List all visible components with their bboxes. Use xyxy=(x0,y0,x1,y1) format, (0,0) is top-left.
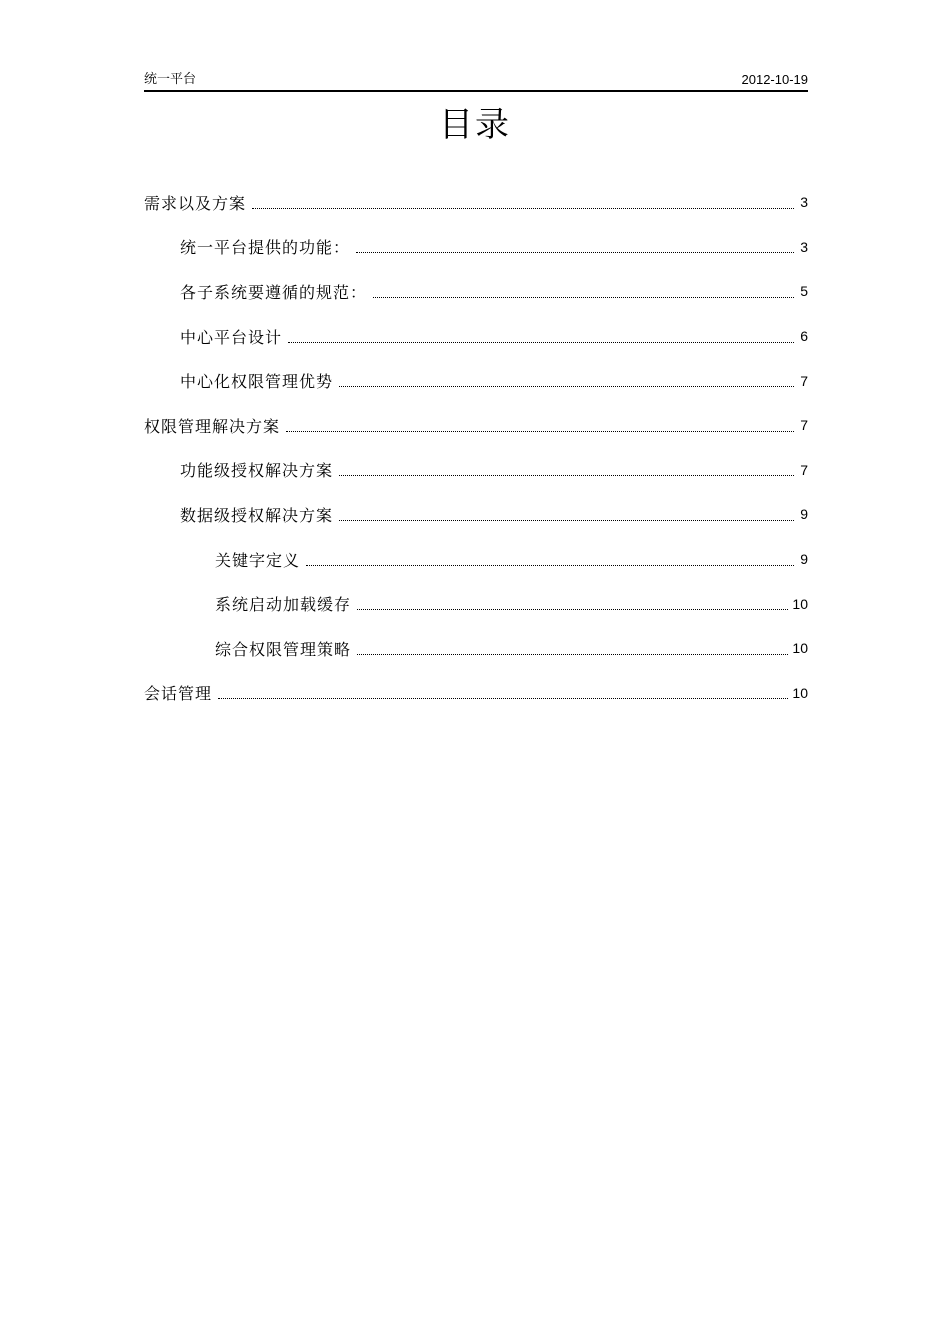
toc-entry-text: 会话管理 xyxy=(144,684,213,704)
toc-page-number: 9 xyxy=(800,506,808,523)
toc-dot-leader xyxy=(357,654,788,655)
toc-entry-text: 综合权限管理策略 xyxy=(215,639,352,659)
toc-entry[interactable] xyxy=(144,671,808,716)
toc-dot-leader xyxy=(339,475,794,476)
toc-page-number: 6 xyxy=(800,328,808,345)
toc-dot-leader xyxy=(286,431,794,432)
toc-entry[interactable] xyxy=(144,225,808,270)
table-of-contents xyxy=(144,180,808,715)
toc-entry[interactable] xyxy=(144,448,808,493)
toc-dot-leader xyxy=(356,252,794,253)
toc-entry-text: 中心平台设计 xyxy=(180,327,283,347)
toc-dot-leader xyxy=(288,342,794,343)
header-date: 2012-10-19 xyxy=(741,72,808,87)
toc-page-number: 3 xyxy=(800,238,808,255)
toc-page-number: 7 xyxy=(800,461,808,478)
toc-entry[interactable] xyxy=(144,581,808,626)
toc-entry[interactable] xyxy=(144,314,808,359)
toc-page-number: 3 xyxy=(800,194,808,211)
page-header xyxy=(144,70,808,90)
page-title: 目录 xyxy=(439,105,511,145)
toc-page-number: 9 xyxy=(800,551,808,568)
toc-entry[interactable] xyxy=(144,403,808,448)
toc-page-number: 10 xyxy=(792,684,808,701)
toc-dot-leader xyxy=(306,565,794,566)
toc-entry[interactable] xyxy=(144,537,808,582)
toc-dot-leader xyxy=(357,609,788,610)
toc-page-number: 10 xyxy=(792,640,808,657)
toc-entry[interactable] xyxy=(144,269,808,314)
toc-entry-text: 需求以及方案 xyxy=(144,193,247,213)
toc-entry-text: 关键字定义 xyxy=(215,550,301,570)
toc-entry[interactable] xyxy=(144,626,808,671)
toc-entry[interactable] xyxy=(144,358,808,403)
toc-entry-text: 各子系统要遵循的规范： xyxy=(180,282,368,302)
toc-page-number: 7 xyxy=(800,417,808,434)
toc-entry-text: 系统启动加载缓存 xyxy=(215,595,352,615)
toc-dot-leader xyxy=(373,297,794,298)
toc-entry[interactable] xyxy=(144,492,808,537)
header-divider xyxy=(144,90,808,92)
toc-entry-text: 统一平台提供的功能： xyxy=(180,238,351,258)
toc-entry-text: 功能级授权解决方案 xyxy=(180,461,334,481)
toc-entry-text: 权限管理解决方案 xyxy=(144,416,281,436)
toc-page-number: 10 xyxy=(792,595,808,612)
toc-dot-leader xyxy=(339,520,794,521)
toc-dot-leader xyxy=(218,698,788,699)
toc-dot-leader xyxy=(339,386,794,387)
toc-entry-text: 数据级授权解决方案 xyxy=(180,505,334,525)
toc-entry[interactable] xyxy=(144,180,808,225)
toc-page-number: 5 xyxy=(800,283,808,300)
toc-page-number: 7 xyxy=(800,372,808,389)
toc-entry-text: 中心化权限管理优势 xyxy=(180,372,334,392)
toc-dot-leader xyxy=(252,208,794,209)
header-title: 统一平台 xyxy=(144,72,197,87)
